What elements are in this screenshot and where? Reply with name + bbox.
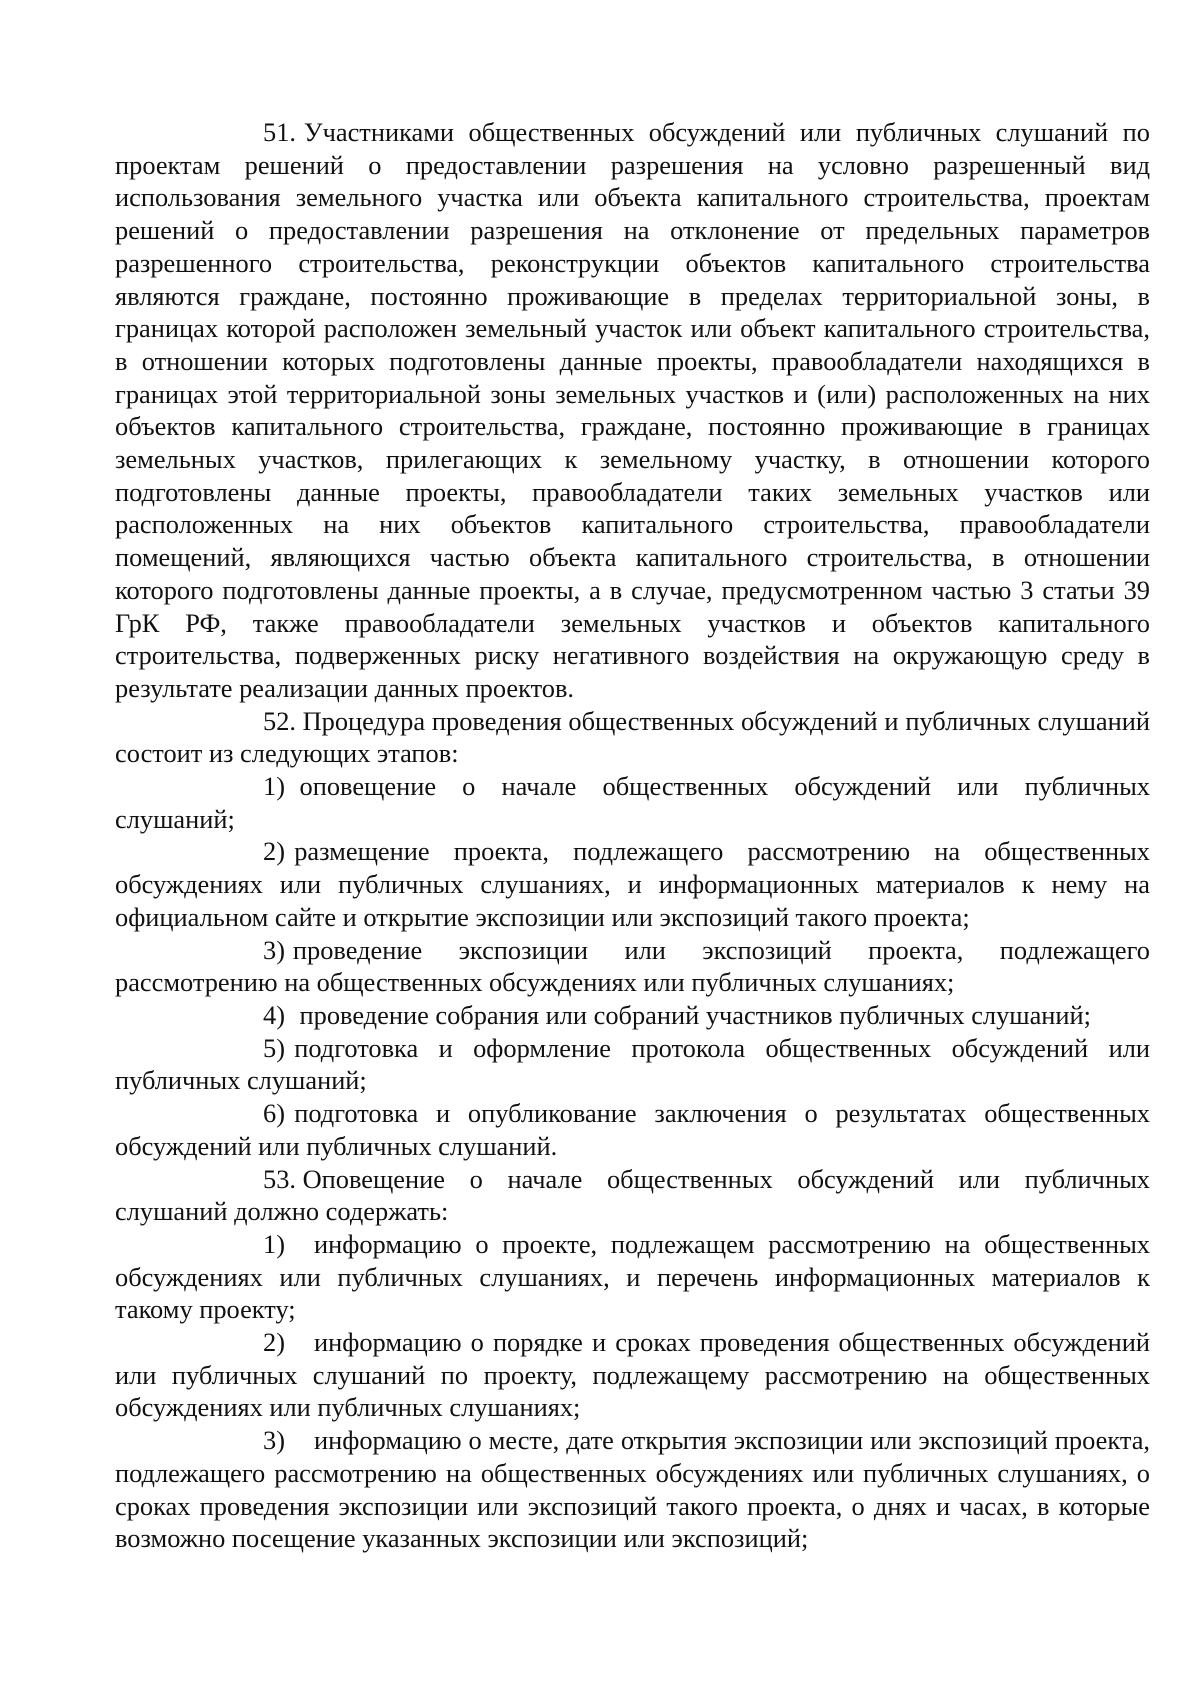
- paragraph-51: [115, 116, 1150, 705]
- paragraph-52: [115, 705, 1150, 770]
- list-item-53-2: [115, 1326, 1150, 1424]
- list-item-text: информацию о месте, дате открытия экспозиции или экспозиций проекта, подлежащего рассмотрению на общественных обсуждениях или публичных слушаниях, о сроках проведения экспозиции или экспозиций такого проекта, о днях и часах, в которые возможно посещение указанных экспозиции или экспозиций;: [115, 1425, 1150, 1554]
- paragraph-number: 52.: [263, 705, 296, 736]
- list-item-number: 3): [263, 934, 285, 965]
- list-item-number: 2): [263, 1327, 285, 1358]
- list-item-52-5: [115, 1032, 1150, 1097]
- list-item-number: 3): [263, 1425, 285, 1456]
- list-item-52-4: [115, 999, 1150, 1032]
- list-item-52-6: [115, 1097, 1150, 1162]
- list-item-number: 6): [263, 1098, 285, 1129]
- list-item-number: 5): [263, 1032, 285, 1063]
- paragraph-text: Оповещение о начале общественных обсуждений или публичных слушаний должно содержать:: [115, 1163, 1150, 1227]
- list-item-text: проведение экспозиции или экспозиций проекта, подлежащего рассмотрению на общественных обсуждениях или публичных слушаниях;: [115, 934, 1150, 998]
- paragraph-number: 51.: [263, 117, 296, 147]
- list-item-52-3: [115, 934, 1150, 999]
- list-item-text: подготовка и опубликование заключения о результатах общественных обсуждений или публичных слушаний.: [115, 1098, 1150, 1161]
- list-item-text: информацию о порядке и сроках проведения общественных обсуждений или публичных слушаний по проекту, подлежащему рассмотрению на общественных обсуждениях или публичных слушаниях;: [115, 1327, 1150, 1423]
- document-body: [115, 116, 1150, 1555]
- list-item-number: 1): [263, 771, 285, 802]
- list-item-number: 1): [263, 1228, 285, 1259]
- list-item-text: оповещение о начале общественных обсуждений или публичных слушаний;: [115, 771, 1150, 834]
- list-item-number: 2): [263, 836, 285, 867]
- list-item-text: информацию о проекте, подлежащем рассмотрению на общественных обсуждениях или публичных слушаниях, и перечень информационных материалов к такому проекту;: [115, 1228, 1150, 1325]
- paragraph-53: [115, 1163, 1150, 1228]
- list-item-number: 4): [263, 999, 285, 1030]
- list-item-52-2: [115, 835, 1150, 933]
- list-item-text: подготовка и оформление протокола общественных обсуждений или публичных слушаний;: [115, 1032, 1150, 1096]
- paragraph-text: Процедура проведения общественных обсуждений и публичных слушаний состоит из следующих этапов:: [115, 705, 1150, 769]
- list-item-text: размещение проекта, подлежащего рассмотрению на общественных обсуждениях или публичных слушаниях, и информационных материалов к нему на официальном сайте и открытие экспозиции или экспозиций такого проекта;: [115, 836, 1150, 932]
- paragraph-text: Участниками общественных обсуждений или публичных слушаний по проектам решений о предоставлении разрешения на условно разрешенный вид использования земельного участка или объекта капитального строительства, проектам решений о предоставлении разрешения на отклонение от предельных параметров разрешенного строительства, реконструкции объектов капитального строительства являются граждане, постоянно проживающие в пределах территориальной зоны, в границах которой расположен земельный участок или объект капитального строительства, в отношении которых подготовлены данные проекты, правообладатели находящихся в границах этой территориальной зоны земельных участков и (или) расположенных на них объектов капитального строительства, граждане, постоянно проживающие в границах земельных участков, прилегающих к земельному участку, в отношении которого подготовлены данные проекты, правообладатели таких земельных участков или расположенных на них объектов капитального строительства, правообладатели помещений, являющихся частью объекта капитального строительства, в отношении которого подготовлены данные проекты, а в случае, предусмотренном частью 3 статьи 39 ГрК РФ, также правообладатели земельных участков и объектов капитального строительства, подверженных риску негативного воздействия на окружающую среду в результате реализации данных проектов.: [115, 117, 1150, 703]
- list-item-53-3: [115, 1424, 1150, 1555]
- list-item-52-1: [115, 770, 1150, 835]
- list-item-text: проведение собрания или собраний участников публичных слушаний;: [299, 999, 1092, 1030]
- list-item-53-1: [115, 1228, 1150, 1326]
- paragraph-number: 53.: [263, 1163, 296, 1194]
